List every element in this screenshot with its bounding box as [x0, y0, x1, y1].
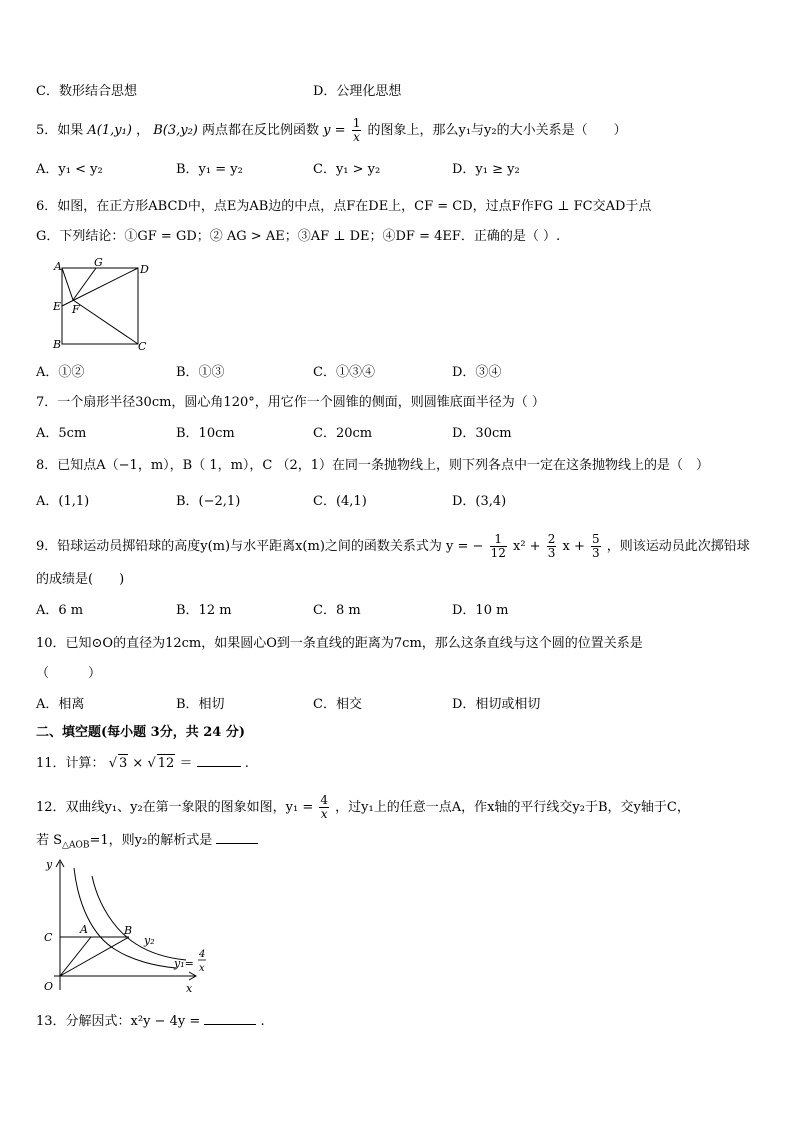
q5-fraction: $\frac{1}{x}$ — [352, 116, 361, 144]
question-6-line2: G．下列结论：①GF = GD；② AG > AE；③AF ⊥ DE；④DF = 4EF．正确的是（ ）. — [36, 229, 561, 244]
q8-option-d: D．(3,4) — [452, 494, 507, 509]
q11-answer-blank[interactable] — [197, 766, 241, 767]
q11-end: . — [244, 756, 249, 771]
q9-pre: 9．铅球运动员掷铅球的高度y(m)与水平距离x(m)之间的函数关系式为 y = − — [36, 539, 484, 554]
q5-point-a: A(1,y₁) — [87, 123, 132, 138]
q7-option-a: A．5cm — [36, 426, 87, 441]
q11-pre: 11．计算： — [36, 756, 105, 771]
q5-point-b: B(3,y₂) — [153, 123, 198, 138]
q6-label-d: D — [140, 263, 149, 276]
q6-option-b: B．①③ — [176, 365, 225, 380]
q6-square-figure — [50, 258, 154, 352]
q9-option-c: C．8 m — [313, 603, 361, 618]
q4-option-d: D．公理化思想 — [313, 84, 402, 99]
q5-mid: 两点都在反比例函数 — [202, 123, 320, 138]
q12-area-sub: △AOB — [62, 840, 90, 851]
q12-label-x: x — [186, 982, 193, 995]
q12-line2-post: =1，则y₂的解析式是 — [89, 833, 213, 848]
question-9-line2: 的成绩是( ) — [36, 572, 125, 587]
q5-tail: 的图象上，那么y₁与y₂的大小关系是（ ） — [367, 123, 627, 138]
question-11 — [36, 754, 249, 773]
q13-pre: 13．分解因式：x²y − 4y = — [36, 1014, 201, 1029]
q12-answer-blank[interactable] — [216, 843, 258, 844]
q5-option-a: A．y₁ < y₂ — [36, 162, 103, 177]
q6-label-f: F — [72, 303, 80, 316]
question-12-line1 — [36, 794, 690, 821]
q6-label-b: B — [53, 338, 62, 351]
q10-option-d: D．相切或相切 — [452, 697, 541, 712]
q10-option-a: A．相离 — [36, 697, 85, 712]
q9-term-1: x² + — [512, 539, 541, 554]
q13-end: . — [260, 1014, 265, 1029]
q12-line-ob — [60, 937, 129, 976]
q12-frac: $\frac{4}{x}$ — [320, 793, 329, 821]
question-12-line2 — [36, 832, 258, 855]
q5-func-lhs: y = — [323, 123, 346, 138]
q8-option-c: C．(4,1) — [313, 494, 367, 509]
q10-option-b: B．相切 — [176, 697, 225, 712]
q6-label-e: E — [53, 300, 62, 313]
q12-label-y1: y₁= — [174, 957, 194, 970]
question-9-line1 — [36, 533, 750, 560]
q12-label-b: B — [124, 924, 133, 937]
q12-curve-y1 — [74, 868, 176, 968]
q10-option-c: C．相交 — [313, 697, 362, 712]
question-8: 8．已知点A（−1，m），B（ 1，m），C （2，1）在同一条抛物线上，则下列各点中一定在这条抛物线上的是（ ） — [36, 458, 710, 473]
q5-option-b: B．y₁ = y₂ — [176, 162, 243, 177]
q11-equals: ＝ — [179, 756, 193, 771]
q5-number: 5．如果 — [36, 123, 84, 138]
q6-label-g: G — [94, 258, 103, 269]
q12-label-x-den: x — [199, 963, 205, 974]
q12-area-s: 若 S — [36, 833, 63, 848]
question-6-line1: 6．如图，在正方形ABCD中，点E为AB边的中点，点F在DE上，CF = CD，过点F作FG ⊥ FC交AD于点 — [36, 199, 652, 214]
question-10-line2: （ ） — [36, 666, 102, 681]
q12-hyperbola-figure — [36, 854, 216, 1000]
q12-label-y2: y₂ — [144, 934, 155, 947]
question-10-line1: 10．已知⊙O的直径为12cm，如果圆心O到一条直线的距离为7cm，那么这条直线与这个圆的位置关系是 — [36, 636, 643, 651]
q6-option-d: D．③④ — [452, 365, 502, 380]
q4-option-c: C．数形结合思想 — [36, 84, 137, 99]
q9-post: ，则该运动员此次掷铅球 — [606, 539, 750, 554]
q9-option-d: D．10 m — [452, 603, 509, 618]
q5-option-c: C．y₁ > y₂ — [313, 162, 381, 177]
q9-frac-2: $\frac{2}{3}$ — [547, 532, 556, 560]
q12-line-oa — [60, 937, 91, 976]
question-7: 7．一个扇形半径30cm，圆心角120°，用它作一个圆锥的侧面，则圆锥底面半径为（ ） — [36, 395, 545, 410]
q13-answer-blank[interactable] — [204, 1024, 256, 1025]
q12-pre: 12．双曲线y₁、y₂在第一象限的图象如图，y₁ = — [36, 800, 314, 815]
question-5-stem — [36, 117, 627, 144]
q8-option-a: A．(1,1) — [36, 494, 90, 509]
q12-label-4: 4 — [199, 949, 206, 960]
q6-option-c: C．①③④ — [313, 365, 375, 380]
q9-frac-1: $\frac{1}{12}$ — [490, 532, 506, 560]
q9-option-a: A．6 m — [36, 603, 84, 618]
q12-label-c: C — [44, 931, 53, 944]
q8-option-b: B．(−2,1) — [176, 494, 241, 509]
q6-option-a: A．①② — [36, 365, 85, 380]
q9-frac-3: $\frac{5}{3}$ — [591, 532, 600, 560]
q7-option-d: D．30cm — [452, 426, 512, 441]
q11-times: × — [132, 756, 144, 771]
q12-label-o: O — [44, 980, 54, 993]
q7-option-b: B．10cm — [176, 426, 235, 441]
q9-term-2: x + — [562, 539, 585, 554]
q5-sep: ， — [136, 123, 150, 138]
q9-option-b: B．12 m — [176, 603, 232, 618]
q5-option-d: D．y₁ ≥ y₂ — [452, 162, 520, 177]
q11-sqrt-1: √ 3 — [108, 756, 128, 771]
question-13 — [36, 1013, 265, 1031]
q6-label-c: C — [138, 340, 147, 352]
q12-curve-y2 — [92, 876, 186, 960]
q7-option-c: C．20cm — [313, 426, 373, 441]
q12-label-y: y — [46, 858, 53, 871]
q12-label-a: A — [80, 923, 88, 936]
section-2-heading: 二、填空题(每小题 3分，共 24 分) — [36, 725, 246, 740]
q11-sqrt-2: √ 12 — [147, 756, 175, 771]
q6-label-a: A — [54, 260, 62, 273]
q12-post: ，过y₁上的任意一点A，作x轴的平行线交y₂于B，交y轴于C， — [335, 800, 690, 815]
